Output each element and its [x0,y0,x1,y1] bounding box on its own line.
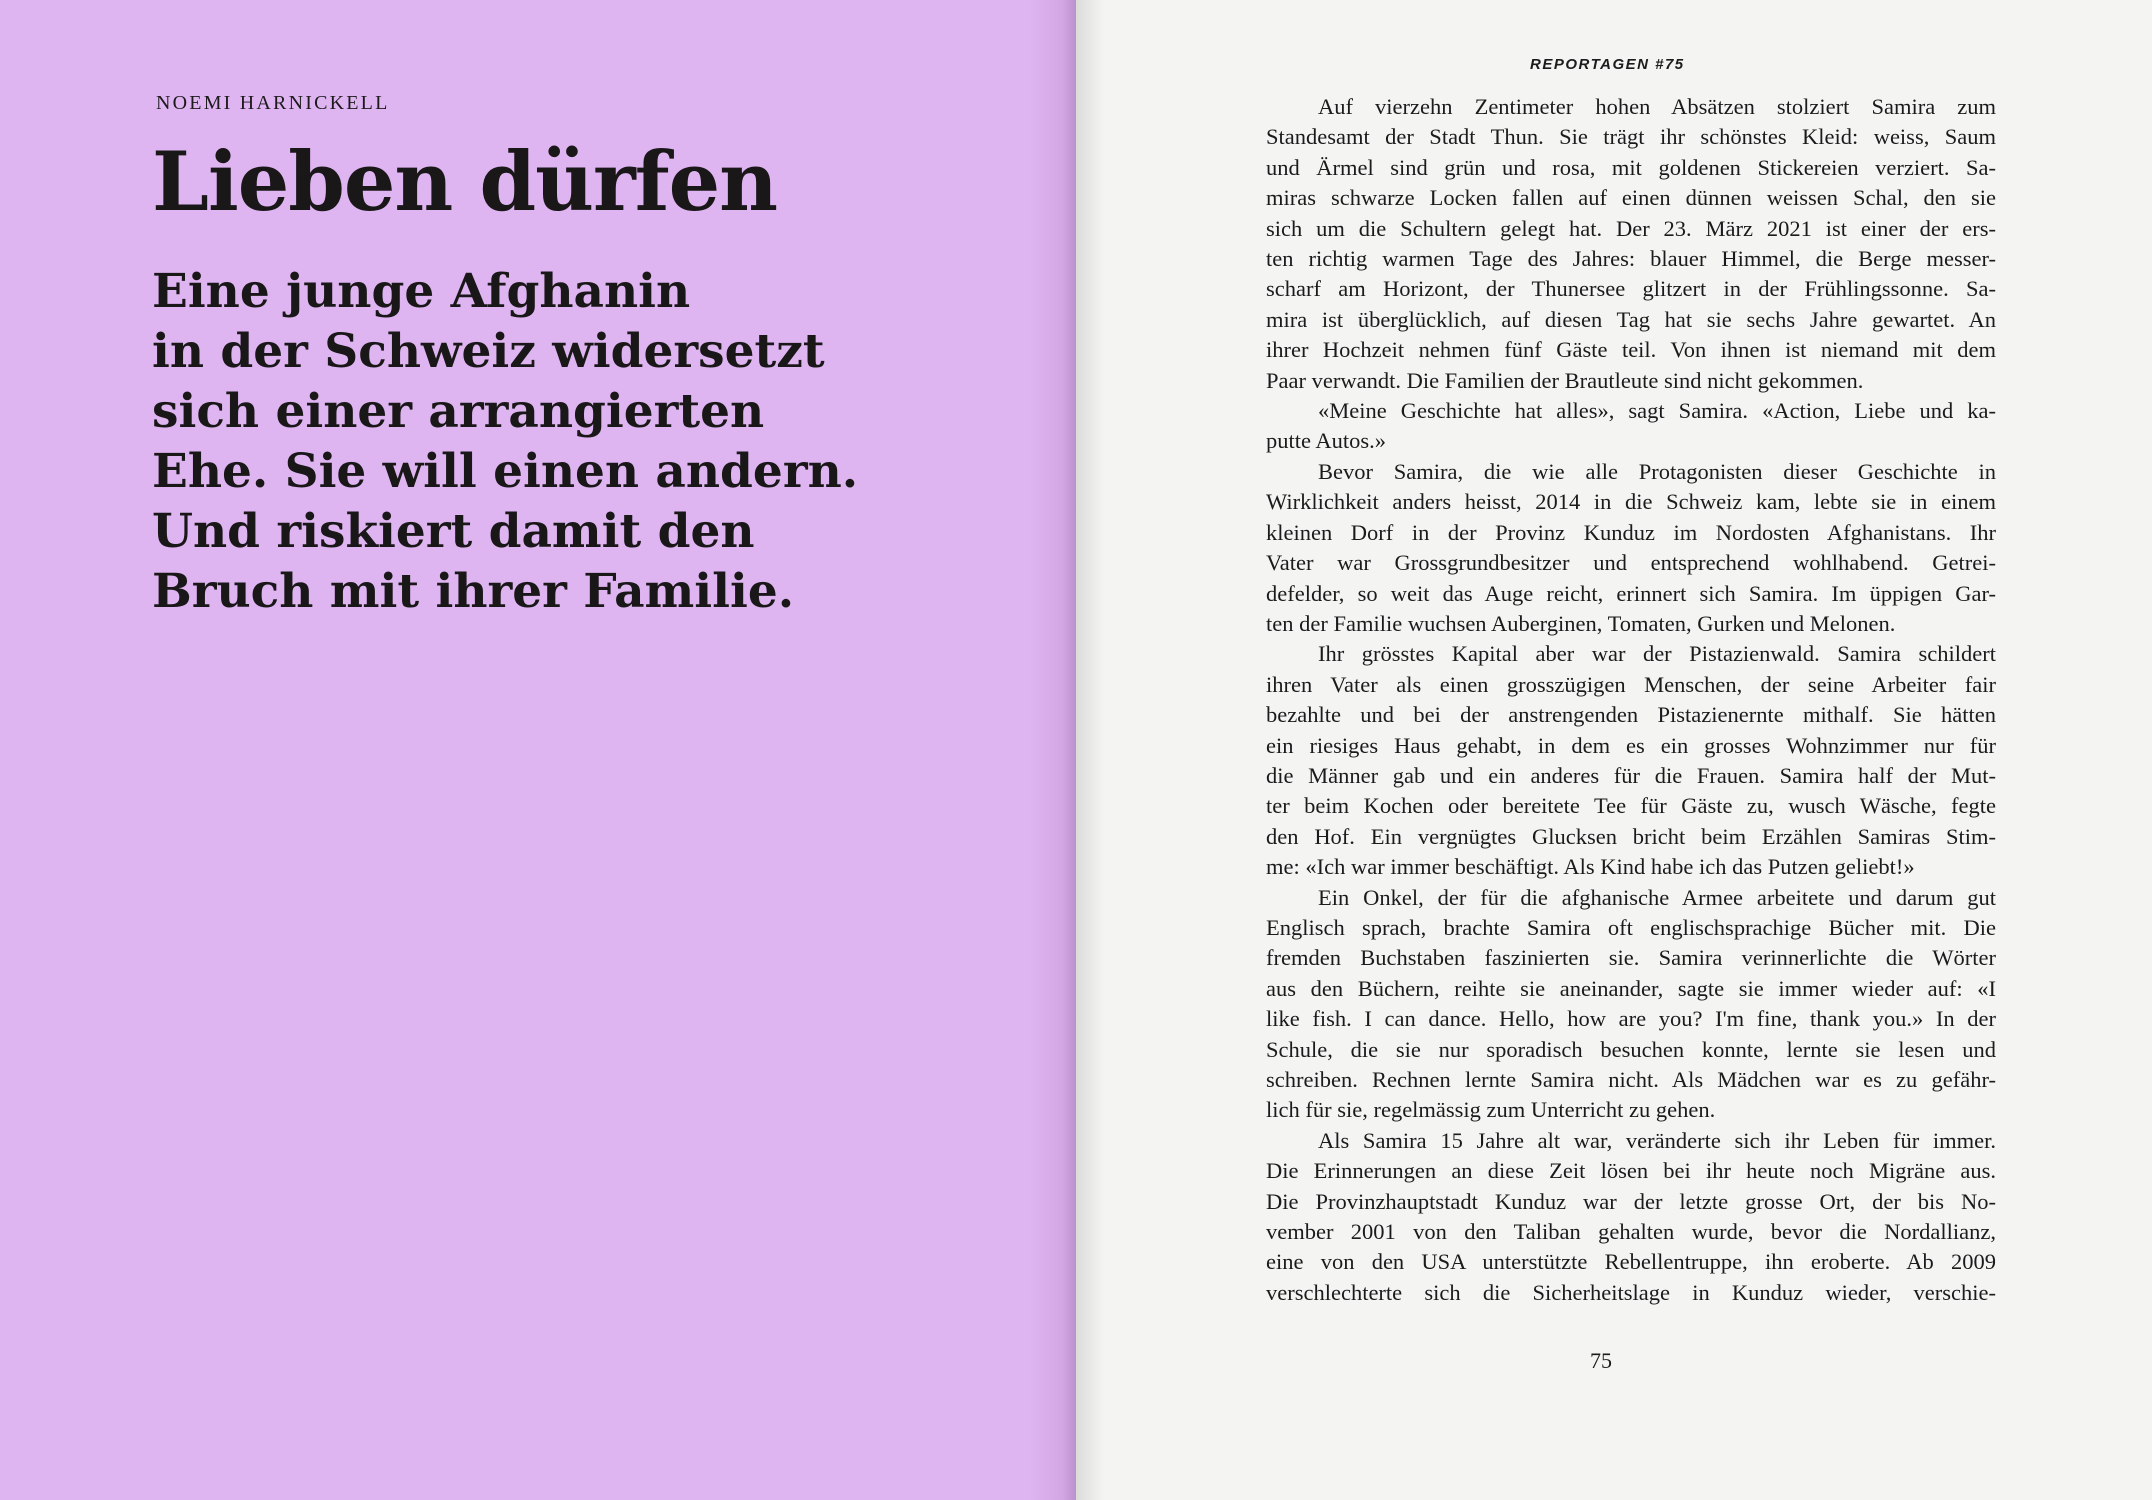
text-line: Englisch sprach, brachte Samira oft englischsprachige Bücher mit. Die [1266,914,1996,940]
text-line: den Hof. Ein vergnügtes Glucksen bricht beim Erzählen Samiras Stim- [1266,823,1996,849]
text-line: ihrer Hochzeit nehmen fünf Gäste teil. Von ihnen ist niemand mit dem [1266,337,1996,363]
text-line: mira ist überglücklich, auf diesen Tag hat sie sechs Jahre gewartet. An [1266,306,1996,332]
text-line: und Ärmel sind grün und rosa, mit goldenen Stickereien verziert. Sa- [1266,154,1996,180]
text-line: Ihr grösstes Kapital aber war der Pistazienwald. Samira schildert [1318,641,1996,667]
text-line: ten richtig warmen Tage des Jahres: blauer Himmel, die Berge messer- [1266,246,1996,272]
text-line: putte Autos.» [1266,428,1387,454]
right-gutter-shadow [1076,0,1104,1500]
text-line: ihren Vater als einen grosszügigen Menschen, der seine Arbeiter fair [1266,671,1996,697]
text-line: kleinen Dorf in der Provinz Kunduz im Nordosten Afghanistans. Ihr [1266,519,1996,545]
subtitle-line: Eine junge Afghanin [152,264,691,319]
running-head: REPORTAGEN #75 [1530,56,1685,73]
text-line: Wirklichkeit anders heisst, 2014 in die Schweiz kam, lebte sie in einem [1266,489,1996,515]
text-line: miras schwarze Locken fallen auf einen dünnen weissen Schal, den sie [1266,185,1996,211]
text-line: scharf am Horizont, der Thunersee glitzert in der Frühlingssonne. Sa- [1266,276,1996,302]
text-line: schreiben. Rechnen lernte Samira nicht. Als Mädchen war es zu gefähr- [1266,1067,1996,1092]
text-line: «Meine Geschichte hat alles», sagt Samira. «Action, Liebe und ka- [1318,398,1996,424]
text-line: defelder, so weit das Auge reicht, erinnert sich Samira. Im üppigen Gar- [1266,580,1996,606]
article-subtitle [152,262,1012,622]
article-title: Lieben dürfen [152,135,777,230]
subtitle-line: Bruch mit ihrer Familie. [152,564,795,619]
text-line: Die Provinzhauptstadt Kunduz war der letzte grosse Ort, der bis No- [1266,1188,1996,1214]
text-line: Als Samira 15 Jahre alt war, veränderte sich ihr Leben für immer. [1318,1127,1996,1153]
text-line: me: «Ich war immer beschäftigt. Als Kind habe ich das Putzen geliebt!» [1266,854,1915,880]
text-line: vember 2001 von den Taliban gehalten wurde, bevor die Nordallianz, [1266,1219,1996,1245]
text-line: like fish. I can dance. Hello, how are you? I'm fine, thank you.» In der [1266,1006,1996,1032]
text-line: ter beim Kochen oder bereitete Tee für Gäste zu, wusch Wäsche, fegte [1266,793,1996,819]
text-line: Vater war Grossgrundbesitzer und entsprechend wohlhabend. Getrei- [1266,550,1996,576]
text-line: Die Erinnerungen an diese Zeit lösen bei ihr heute noch Migräne aus. [1266,1158,1996,1184]
text-line: eine von den USA unterstützte Rebellentruppe, ihn eroberte. Ab 2009 [1266,1249,1996,1275]
text-line: fremden Buchstaben faszinierten sie. Samira verinnerlichte die Wörter [1266,945,1996,971]
subtitle-line: Ehe. Sie will einen andern. [152,444,859,499]
text-line: Bevor Samira, die wie alle Protagonisten dieser Geschichte in [1318,458,1996,484]
body-text [1266,92,1996,1308]
text-line: Standesamt der Stadt Thun. Sie trägt ihr schönstes Kleid: weiss, Saum [1266,124,1996,150]
text-line: lich für sie, regelmässig zum Unterricht zu gehen. [1266,1097,1716,1123]
text-line: bezahlte und bei der anstrengenden Pistazienernte mithalf. Sie hätten [1266,702,1996,728]
subtitle-line: in der Schweiz widersetzt [152,324,825,379]
text-line: Auf vierzehn Zentimeter hohen Absätzen stolziert Samira zum [1318,94,1996,119]
text-line: sich um die Schultern gelegt hat. Der 23. März 2021 ist einer der ers- [1266,215,1996,241]
text-line: aus den Büchern, reihte sie aneinander, sagte sie immer wieder auf: «I [1266,975,1996,1001]
text-line: Ein Onkel, der für die afghanische Armee arbeitete und darum gut [1318,884,1996,910]
author-name: NOEMI HARNICKELL [156,92,390,114]
subtitle-line: sich einer arrangierten [152,384,765,439]
text-line: Paar verwandt. Die Familien der Brautleute sind nicht gekommen. [1266,367,1864,393]
subtitle-line: Und riskiert damit den [152,504,755,559]
text-line: verschlechterte sich die Sicherheitslage in Kunduz wieder, verschie- [1266,1279,1996,1305]
text-line: ein riesiges Haus gehabt, in dem es ein grosses Wohnzimmer nur für [1266,732,1996,758]
gutter-shadow [1030,0,1076,1500]
text-line: ten der Familie wuchsen Auberginen, Tomaten, Gurken und Melonen. [1266,610,1896,636]
text-line: Schule, die sie nur sporadisch besuchen konnte, lernte sie lesen und [1266,1036,1996,1062]
text-line: die Männer gab und ein anderes für die Frauen. Samira half der Mut- [1266,762,1996,788]
page-number: 75 [1590,1348,1612,1373]
